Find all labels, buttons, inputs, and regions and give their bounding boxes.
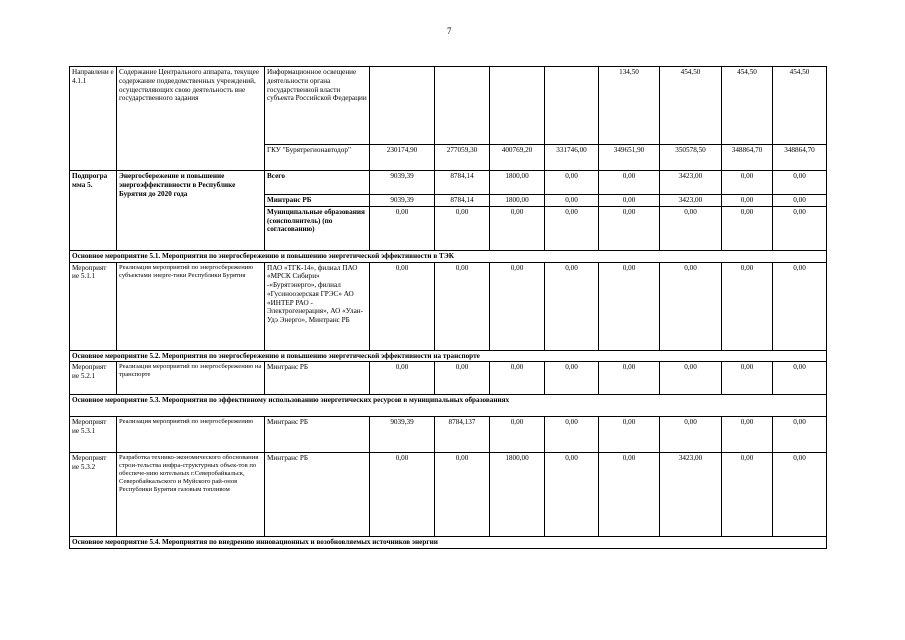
value-cell: 0,00 [599,362,660,395]
row-description: Реализация мероприятий по энергосбережению на транспорте [117,362,265,395]
value-cell: 0,00 [599,262,660,350]
value-cell: 0,00 [722,417,773,453]
value-cell: 0,00 [773,262,827,350]
section-header-row [70,350,827,362]
value-cell: 0,00 [660,262,722,350]
value-cell: 0,00 [490,262,545,350]
row-executor: Муниципальные образования (соисполнитель) (по согласованию) [265,206,370,250]
value-cell [490,67,545,145]
value-cell: 0,00 [722,453,773,537]
value-cell: 0,00 [545,262,599,350]
row-executor: Информационное освещение деятельности органа государственной власти субъекта Российской Федерации [265,67,370,145]
value-cell: 230174,90 [370,145,435,171]
value-cell: 350578,50 [660,145,722,171]
row-executor: ГКУ "Бурятрегионавтодор" [265,145,370,171]
row-description: Реализация мероприятий по энергосбережению [117,417,265,453]
value-cell: 0,00 [545,417,599,453]
value-cell: 0,00 [722,206,773,250]
value-cell [370,67,435,145]
value-cell: 0,00 [773,453,827,537]
value-cell: 0,00 [370,206,435,250]
row-code: Мероприят ие 5.3.1 [70,417,117,453]
value-cell: 3423,00 [660,195,722,207]
table-row [70,417,827,453]
row-description: Содержание Центрального аппарата, текущее содержание подведомственных учреждений, осуществляющих свою деятельность вне государственного задания [117,67,265,171]
value-cell: 1800,00 [490,171,545,195]
value-cell: 0,00 [545,195,599,207]
value-cell: 0,00 [435,453,490,537]
section-title: Основное мероприятие 5.3. Мероприятия по эффективному использованию энергетических ресурсов в муниципальных образованиях [70,395,827,417]
row-executor: ПАО «ТГК-14», филиал ПАО «МРСК Сибири» -«Бурятэнерго», филиал «Гусиноозерская ГРЭС» АО «ИНТЕР РАО - Электрогенерация», АО «Улан-Удэ Энерго», Минтранс РБ [265,262,370,350]
section-header-row [70,250,827,262]
value-cell: 0,00 [660,206,722,250]
value-cell: 0,00 [599,171,660,195]
value-cell: 0,00 [599,417,660,453]
section-header-row [70,395,827,417]
value-cell: 0,00 [773,362,827,395]
value-cell: 1800,00 [490,195,545,207]
value-cell: 0,00 [490,362,545,395]
row-code: Мероприят ие 5.1.1 [70,262,117,350]
value-cell: 3423,00 [660,171,722,195]
value-cell: 348864,70 [722,145,773,171]
subprogram-title: Энергосбережение и повышение энергоэффективности в Республике Бурятия до 2020 года [117,171,265,251]
value-cell: 9039,39 [370,195,435,207]
value-cell: 0,00 [773,195,827,207]
value-cell: 0,00 [490,417,545,453]
row-executor: Всего [265,171,370,195]
value-cell: 0,00 [599,453,660,537]
table-row [70,171,827,195]
value-cell: 9039,39 [370,417,435,453]
value-cell: 349651,90 [599,145,660,171]
value-cell: 0,00 [545,171,599,195]
row-description: Реализация мероприятий по энергосбережению субъектами энерге-тики Республики Бурятия [117,262,265,350]
value-cell: 0,00 [370,262,435,350]
table-row [70,67,827,145]
program-table [69,66,827,549]
section-title: Основное мероприятие 5.2. Мероприятия по энергосбережению и повышению энергетической эффективности на транспорте [70,350,827,362]
row-code: Мероприят ие 5.2.1 [70,362,117,395]
value-cell [545,67,599,145]
value-cell: 0,00 [545,362,599,395]
row-executor: Минтранс РБ [265,362,370,395]
value-cell: 0,00 [435,262,490,350]
value-cell: 0,00 [660,417,722,453]
value-cell: 0,00 [370,453,435,537]
section-header-row [70,537,827,549]
value-cell: 454,50 [722,67,773,145]
value-cell: 277059,30 [435,145,490,171]
value-cell: 0,00 [773,417,827,453]
value-cell: 0,00 [435,362,490,395]
value-cell: 0,00 [722,362,773,395]
row-description: Разработка технико-экономического обоснования строи-тельства инфра-структурных объек-тов по обеспече-нию котельных г.Северобайкальск, Северобайкальского и Муйского рай-онов Республики Бурятия газовым топливом [117,453,265,537]
value-cell: 0,00 [545,206,599,250]
value-cell: 454,50 [660,67,722,145]
section-title: Основное мероприятие 5.1. Мероприятия по энергосбережению и повышению энергетической эффективности в ТЭК [70,250,827,262]
value-cell: 9039,39 [370,171,435,195]
value-cell: 331746,00 [545,145,599,171]
value-cell: 8784,14 [435,171,490,195]
value-cell: 0,00 [722,195,773,207]
value-cell: 400769,20 [490,145,545,171]
value-cell: 0,00 [490,206,545,250]
value-cell: 8784,137 [435,417,490,453]
value-cell: 134,50 [599,67,660,145]
value-cell: 0,00 [660,362,722,395]
value-cell: 0,00 [773,206,827,250]
page-number: 7 [447,26,452,36]
value-cell: 0,00 [599,195,660,207]
value-cell: 0,00 [545,453,599,537]
row-code: Направлени е 4.1.1 [70,67,117,171]
section-title: Основное мероприятие 5.4. Мероприятия по внедрению инновационных и возобновляемых источников энергии [70,537,827,549]
value-cell: 0,00 [773,171,827,195]
subprogram-code: Подпрогра мма 5. [70,171,117,251]
value-cell: 0,00 [722,171,773,195]
value-cell: 0,00 [722,262,773,350]
table-row [70,453,827,537]
value-cell: 0,00 [435,206,490,250]
value-cell: 454,50 [773,67,827,145]
value-cell: 348864,70 [773,145,827,171]
row-code: Мероприят ие 5.3.2 [70,453,117,537]
table-row [70,262,827,350]
row-executor: Минтранс РБ [265,195,370,207]
value-cell: 3423,00 [660,453,722,537]
value-cell [435,67,490,145]
value-cell: 8784,14 [435,195,490,207]
row-executor: Минтранс РБ [265,417,370,453]
value-cell: 0,00 [370,362,435,395]
table-row [70,362,827,395]
value-cell: 1800,00 [490,453,545,537]
row-executor: Минтранс РБ [265,453,370,537]
value-cell: 0,00 [599,206,660,250]
